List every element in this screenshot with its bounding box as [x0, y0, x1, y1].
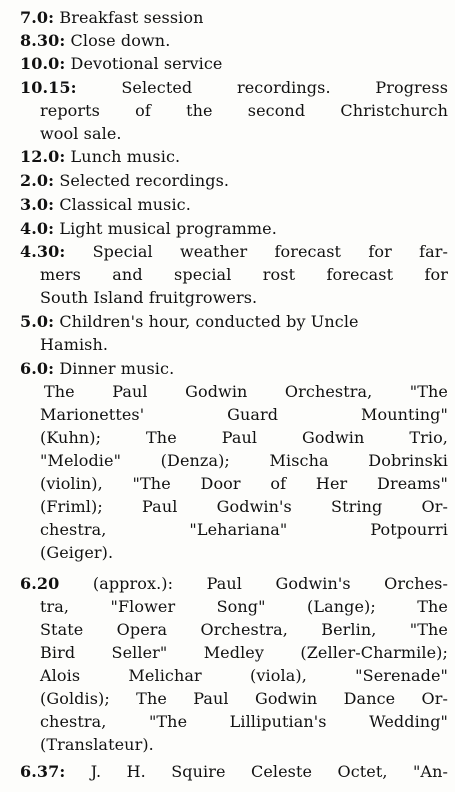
entry-line — [20, 29, 452, 52]
schedule-entry — [20, 169, 452, 192]
entry-line: (Friml); Paul Godwin's String Or- — [40, 497, 448, 516]
entry-line — [20, 145, 452, 168]
entry-line: Alois Melichar (viola), "Serenade" — [40, 666, 448, 685]
schedule-entry — [20, 52, 452, 75]
entry-text: Selected recordings. Progress — [76, 78, 448, 97]
entry-time: 12.0: — [20, 147, 66, 166]
schedule-entry — [20, 240, 452, 309]
entry-line: "Melodie" (Denza); Mischa Dobrinski — [40, 451, 448, 470]
entry-text: Devotional service — [65, 54, 223, 73]
entry-text: (approx.): Paul Godwin's Orches- — [59, 574, 448, 593]
entry-line: reports of the second Christchurch — [40, 101, 448, 120]
entry-line: Marionettes' Guard Mounting" — [40, 405, 448, 424]
entry-time: 6.0: — [20, 359, 55, 378]
entry-time: 4.0: — [20, 219, 55, 238]
entry-time: 3.0: — [20, 195, 55, 214]
entry-text: Lunch music. — [65, 147, 181, 166]
schedule-entry — [20, 310, 452, 356]
entry-line: chestra, "The Lilliputian's Wedding" — [40, 712, 448, 731]
entry-time: 6.20 — [20, 574, 60, 593]
entry-time: 4.30: — [20, 242, 66, 261]
schedule-entry — [20, 145, 452, 168]
entry-line — [20, 169, 452, 192]
entry-line: Bird Seller" Medley (Zeller-Charmile); — [40, 643, 448, 662]
entry-line — [20, 193, 452, 216]
entry-time: 2.0: — [20, 171, 55, 190]
entry-line: (Translateur). — [40, 735, 154, 754]
entry-line: South Island fruitgrowers. — [40, 288, 258, 307]
entry-time: 10.0: — [20, 54, 66, 73]
entry-text: J. H. Squire Celeste Octet, "An- — [65, 762, 448, 781]
entry-text: Special weather forecast for far- — [65, 242, 448, 261]
entry-line — [20, 310, 452, 333]
entry-line: (violin), "The Door of Her Dreams" — [40, 474, 448, 493]
schedule-entry — [20, 357, 452, 564]
entry-text: Breakfast session — [54, 8, 204, 27]
entry-line: (Geiger). — [40, 543, 114, 562]
entry-line: The Paul Godwin Orchestra, "The — [44, 382, 448, 401]
schedule-entry — [20, 760, 452, 783]
entry-text: Classical music. — [54, 195, 191, 214]
schedule-entry — [20, 193, 452, 216]
schedule-entry — [20, 76, 452, 145]
schedule-entry — [20, 6, 452, 29]
entry-time: 10.15: — [20, 78, 77, 97]
entry-time: 7.0: — [20, 8, 55, 27]
schedule-entry — [20, 29, 452, 52]
entry-line — [20, 217, 452, 240]
entry-line: mers and special rost forecast for — [40, 265, 448, 284]
entry-line: (Kuhn); The Paul Godwin Trio, — [40, 428, 448, 447]
entry-line — [20, 240, 448, 263]
entry-line — [20, 760, 448, 783]
entry-line: State Opera Orchestra, Berlin, "The — [40, 620, 448, 639]
entry-line — [20, 357, 452, 380]
entry-time: 5.0: — [20, 312, 55, 331]
entry-line: wool sale. — [40, 124, 122, 143]
entry-line: Hamish. — [40, 335, 109, 354]
entry-text: Selected recordings. — [54, 171, 230, 190]
entry-text: Children's hour, conducted by Uncle — [54, 312, 359, 331]
entry-text: Close down. — [65, 31, 171, 50]
entry-time: 8.30: — [20, 31, 66, 50]
entry-line — [20, 76, 448, 99]
entry-line — [20, 6, 452, 29]
schedule-entry — [20, 217, 452, 240]
entry-text: Dinner music. — [54, 359, 175, 378]
entry-line — [20, 52, 452, 75]
entry-line: tra, "Flower Song" (Lange); The — [40, 597, 448, 616]
entry-line — [20, 572, 448, 595]
entry-text: Light musical programme. — [54, 219, 277, 238]
entry-line: chestra, "Lehariana" Potpourri — [40, 520, 448, 539]
entry-time: 6.37: — [20, 762, 66, 781]
schedule-entry — [20, 572, 452, 756]
entry-line: (Goldis); The Paul Godwin Dance Or- — [40, 689, 448, 708]
